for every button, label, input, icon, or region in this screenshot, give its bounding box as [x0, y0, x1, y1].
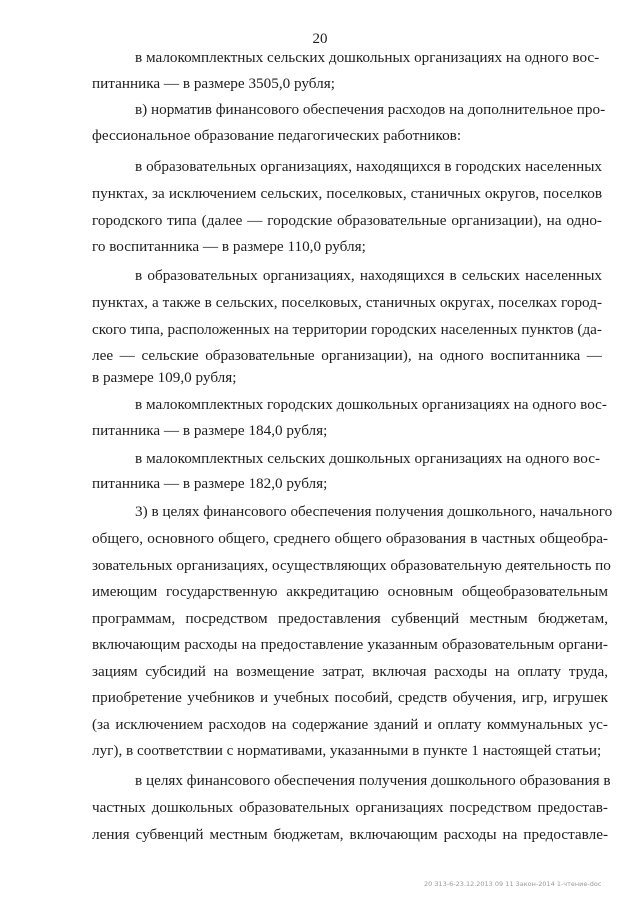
text-line: приобретение учебников и учебных пособий, средств обучения, игр, игрушек: [92, 689, 608, 706]
text-line: в образовательных организациях, находящихся в городских населенных: [135, 158, 602, 175]
text-line: питанника — в размере 3505,0 рубля;: [92, 75, 335, 92]
text-line: имеющим государственную аккредитацию основным общеобразовательным: [92, 583, 608, 600]
text-line: ления субвенций местным бюджетам, включающим расходы на предоставле-: [92, 826, 608, 843]
text-line: питанника — в размере 184,0 рубля;: [92, 422, 328, 439]
text-line: городского типа (далее — городские образовательные организации), на одно-: [92, 212, 602, 229]
text-line: включающим расходы на предоставление указанным образовательным органи-: [92, 636, 608, 653]
text-line: пунктах, а также в сельских, поселковых, станичных округах, поселках город-: [92, 294, 602, 311]
text-line: ского типа, расположенных на территории городских населенных пунктов (да-: [92, 321, 602, 338]
text-line: фессиональное образование педагогических работников:: [92, 127, 462, 144]
footer-file-stamp: 20 З13-6-23.12.2013 09 11 Закон-2014 1-чтение-doc: [424, 880, 602, 888]
text-line: в образовательных организациях, находящихся в сельских населенных: [135, 267, 602, 284]
text-line: в размере 109,0 рубля;: [92, 369, 237, 386]
text-line: 3) в целях финансового обеспечения получения дошкольного, начального: [135, 503, 613, 520]
text-line: общего, основного общего, среднего общего образования в частных общеобра-: [92, 530, 608, 547]
page-number: 20: [312, 31, 328, 47]
text-line: в) норматив финансового обеспечения расходов на дополнительное про-: [135, 101, 606, 118]
text-line: го воспитанника — в размере 110,0 рубля;: [92, 238, 366, 255]
text-line: программам, посредством предоставления субвенций местным бюджетам,: [92, 610, 608, 627]
text-line: пунктах, за исключением сельских, поселковых, станичных округов, поселков: [92, 185, 602, 202]
text-line: в малокомплектных сельских дошкольных организациях на одного вос-: [135, 49, 600, 66]
text-line: зациям субсидий на возмещение затрат, включая расходы на оплату труда,: [92, 663, 608, 680]
text-line: зовательных организациях, осуществляющих образовательную деятельность по: [92, 557, 611, 574]
text-line: питанника — в размере 182,0 рубля;: [92, 475, 328, 492]
text-line: лее — сельские образовательные организации), на одного воспитанника —: [92, 347, 602, 364]
text-line: в малокомплектных городских дошкольных организациях на одного вос-: [135, 396, 607, 413]
text-line: луг), в соответствии с нормативами, указанными в пункте 1 настоящей статьи;: [92, 742, 602, 759]
text-line: в целях финансового обеспечения получения дошкольного образования в: [135, 772, 611, 789]
text-line: в малокомплектных сельских дошкольных организациях на одного вос-: [135, 450, 600, 467]
text-line: (за исключением расходов на содержание зданий и оплату коммунальных ус-: [92, 716, 608, 733]
text-line: частных дошкольных образовательных организациях посредством предостав-: [92, 799, 608, 816]
